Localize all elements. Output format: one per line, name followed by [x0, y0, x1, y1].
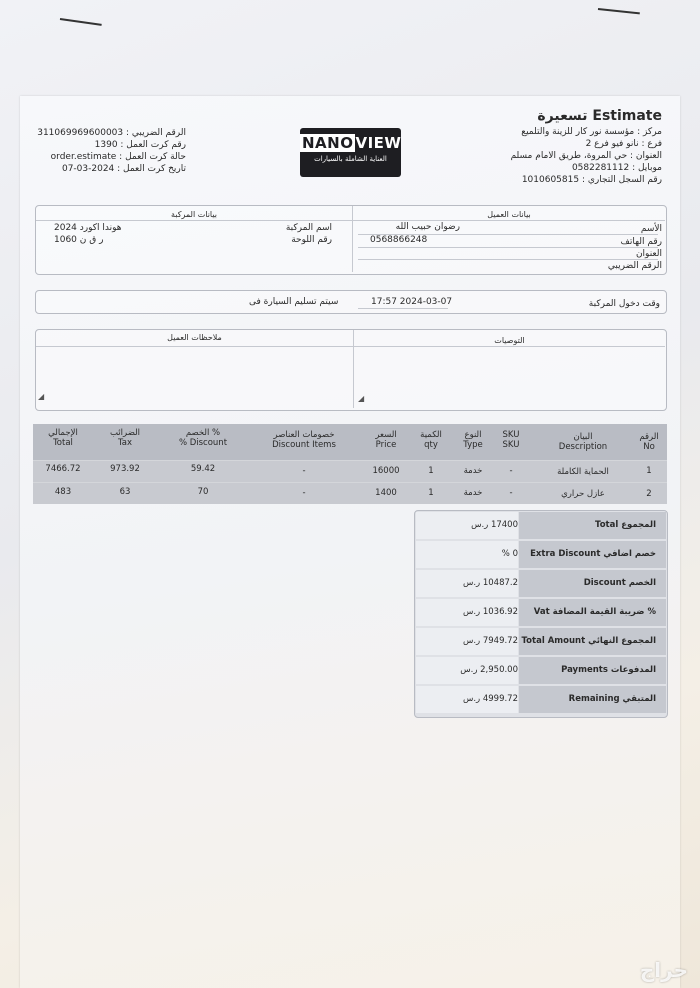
summary-row-remaining	[416, 686, 666, 713]
summary-label: خصم اضافي Extra Discount	[519, 541, 666, 568]
cell-no: 1	[646, 466, 652, 476]
summary-label: المتبقي Remaining	[519, 686, 666, 713]
col-total: الإجمالي Total	[48, 428, 78, 448]
table-header	[33, 424, 667, 460]
table-row	[33, 460, 667, 482]
company-info	[362, 106, 662, 186]
col-discount-items: خصومات العناصر Discount Items	[272, 430, 336, 450]
notes-header-line	[36, 346, 665, 347]
cell-type: خدمة	[463, 466, 483, 476]
customer-notes-input[interactable]	[38, 349, 352, 407]
customer-notes-title: ملاحظات العميل	[167, 333, 222, 342]
entry-time-label: وقت دخول المركبة	[588, 299, 660, 309]
col-sku: SKU SKU	[502, 430, 520, 450]
col-no: الرقم No	[639, 432, 659, 452]
resize-handle-icon[interactable]: ◢	[358, 394, 365, 403]
summary-label: المجموع Total	[519, 512, 666, 539]
cell-discount-percent: 70	[197, 487, 209, 497]
cell-price: 1400	[375, 488, 397, 498]
summary-value: 10487.2 ر.س	[416, 570, 518, 597]
vehicle-name-value: هوندا اكورد 2024	[54, 223, 122, 233]
cell-no: 2	[646, 489, 652, 499]
document-title: Estimate تسعيرة	[537, 108, 662, 124]
cell-sku: -	[509, 488, 513, 498]
customer-tax-label: الرقم الضريبي	[607, 261, 662, 271]
logo-brand-b: VIEW	[355, 134, 402, 152]
cell-total: 483	[54, 487, 72, 497]
summary-value: 0 %	[416, 541, 518, 568]
cell-discount-percent: 59.42	[190, 464, 216, 474]
summary-row-total	[416, 512, 666, 539]
summary-label: المدفوعات Payments	[519, 657, 666, 684]
col-type: النوع Type	[463, 430, 483, 450]
summary-row-extra-discount	[416, 541, 666, 568]
cell-description: عازل حراري	[561, 489, 605, 499]
col-price: السعر Price	[375, 430, 397, 450]
cell-discount-items: -	[302, 466, 306, 476]
summary-row-total-amount	[416, 628, 666, 655]
customer-address-label: العنوان	[635, 249, 662, 259]
summary-row-discount	[416, 570, 666, 597]
row-line	[358, 247, 658, 248]
customer-name-label: الأسم	[640, 224, 662, 234]
recommendations-input[interactable]	[357, 349, 665, 407]
summary-label: % ضريبة القيمة المضافة Vat	[519, 599, 666, 626]
summary-row-vat	[416, 599, 666, 626]
box-header-line	[36, 220, 665, 221]
vehicle-section-title: بيانات المركبة	[170, 210, 218, 219]
job-card-info	[38, 127, 186, 175]
cell-tax: 973.92	[110, 464, 140, 474]
cell-discount-items: -	[302, 488, 306, 498]
summary-label: الخصم Discount	[519, 570, 666, 597]
customer-section-title: بيانات العميل	[487, 210, 531, 219]
entry-time-value: 17:57 2024-03-07	[371, 297, 453, 307]
address: العنوان : حي المروة، طريق الامام مسلم	[510, 151, 662, 161]
cell-description: الحماية الكاملة	[557, 467, 609, 477]
summary-value: 7949.72 ر.س	[416, 628, 518, 655]
haraj-watermark: حراج	[639, 958, 688, 982]
center-name: مركز : مؤسسة نور كار للزينة والتلميع	[521, 127, 662, 137]
table-row	[33, 482, 667, 504]
summary-label: المجموع النهائي Total Amount	[519, 628, 666, 655]
job-card-date: تاريخ كرت العمل : 2024-03-07	[61, 164, 186, 174]
summary-value: 1036.92 ر.س	[416, 599, 518, 626]
entry-time-box	[35, 290, 667, 314]
logo-brand-a: NANO	[302, 134, 354, 152]
summary-value: 2,950.00 ر.س	[416, 657, 518, 684]
delivery-label: سيتم تسليم السيارة فى	[249, 297, 339, 307]
cell-qty: 1	[428, 466, 434, 476]
customer-name-value: رضوان حبيب الله	[395, 222, 460, 232]
cell-tax: 63	[119, 487, 131, 497]
col-discount-percent: الخصم % % Discount	[178, 428, 228, 448]
resize-handle-icon[interactable]: ◢	[38, 392, 45, 401]
col-tax: الضرائب Tax	[109, 428, 141, 448]
col-qty: الكمية qty	[420, 430, 442, 450]
entry-underline	[358, 308, 448, 309]
vehicle-plate-value: ر ق ن 1060	[54, 235, 104, 245]
logo-tagline: العناية الشاملة بالسيارات	[314, 155, 387, 163]
mobile: موبايل : 0582281112	[571, 163, 662, 173]
nanoview-logo	[300, 128, 401, 177]
cell-price: 16000	[372, 466, 400, 476]
recommendations-title: التوصيات	[494, 336, 525, 345]
pen-mark-right	[598, 8, 640, 14]
items-table	[33, 424, 667, 504]
job-card-number: رقم كرت العمل : 1390	[94, 140, 186, 150]
summary-value: 4999.72 ر.س	[416, 686, 518, 713]
vehicle-name-label: اسم المركبة	[285, 223, 332, 233]
pen-mark-left	[60, 18, 102, 26]
tax-number: الرقم الضريبي : 311069969600003	[37, 128, 186, 138]
branch-name: فرع : نانو فيو فرع 2	[585, 139, 662, 149]
col-description: البيان Description	[558, 432, 608, 452]
cell-qty: 1	[428, 488, 434, 498]
summary-row-payments	[416, 657, 666, 684]
cell-sku: -	[509, 466, 513, 476]
vehicle-plate-label: رقم اللوحة	[291, 235, 332, 245]
cell-type: خدمة	[463, 488, 483, 498]
commercial-register: رقم السجل التجاري : 1010605815	[521, 175, 662, 185]
cell-total: 7466.72	[45, 464, 81, 474]
customer-phone-label: رقم الهاتف	[620, 237, 662, 247]
customer-phone-value: 0568866248	[370, 235, 428, 245]
job-card-status: حالة كرت العمل : order.estimate	[50, 152, 186, 162]
summary-value: 17400 ر.س	[416, 512, 518, 539]
